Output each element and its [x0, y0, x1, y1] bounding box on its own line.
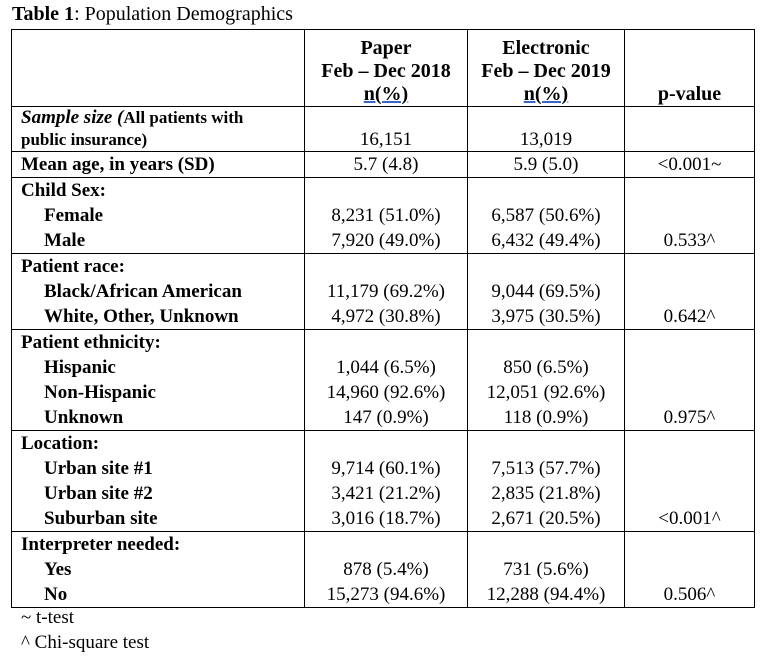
- group-p-cell: [625, 178, 755, 254]
- row-label: No: [44, 584, 68, 605]
- electronic-value: 731 (5.6%): [503, 559, 589, 580]
- demographics-table: [11, 29, 755, 608]
- p-value: 0.975^: [663, 407, 716, 428]
- paper-value: 878 (5.4%): [343, 559, 429, 580]
- row-label: Hispanic: [44, 357, 116, 378]
- group-label-cell: Child Sex: Female Male: [12, 178, 305, 254]
- electronic-value: 2,835 (21.8%): [491, 483, 601, 504]
- p-value: 0.506^: [663, 584, 716, 605]
- table-caption-label: Table 1: [12, 3, 75, 25]
- table-row: [12, 330, 755, 431]
- electronic-value: 12,051 (92.6%): [486, 382, 606, 403]
- electronic-value: 3,975 (30.5%): [491, 306, 601, 327]
- table-caption: [12, 3, 293, 26]
- group-paper-cell: [305, 178, 468, 254]
- header-row: [12, 30, 755, 107]
- p-value: 0.642^: [663, 306, 716, 327]
- electronic-value: 7,513 (57.7%): [491, 458, 601, 479]
- table-row: [12, 254, 755, 330]
- group-p-cell: [625, 254, 755, 330]
- footnote-chisquare: ^ Chi-square test: [21, 632, 150, 653]
- group-electronic-cell: [468, 431, 625, 532]
- row-label: Urban site #1: [44, 458, 153, 479]
- group-label-cell: Patient ethnicity: Hispanic Non-Hispanic Unknown: [12, 330, 305, 431]
- group-paper-cell: [305, 254, 468, 330]
- group-p-cell: [625, 431, 755, 532]
- paper-value: 14,960 (92.6%): [326, 382, 446, 403]
- group-label-cell: Interpreter needed: Yes No: [12, 532, 305, 608]
- paper-value: 11,179 (69.2%): [326, 281, 446, 302]
- electronic-value: 850 (6.5%): [503, 357, 589, 378]
- footnote-ttest: ~ t-test: [21, 607, 75, 628]
- header-blank-cell: [12, 30, 305, 107]
- group-electronic-cell: [468, 254, 625, 330]
- group-electronic-cell: [468, 532, 625, 608]
- electronic-value: 9,044 (69.5%): [491, 281, 601, 302]
- header-pvalue: p-value: [625, 30, 755, 107]
- row-label: Female: [44, 205, 104, 226]
- row-label: Black/African American: [44, 281, 242, 302]
- sample-size-p: [625, 107, 755, 152]
- sample-size-label: Sample size (All patients with public insurance): [12, 107, 305, 152]
- table-row: [12, 178, 755, 254]
- mean-age-p: <0.001~: [625, 152, 755, 178]
- paper-value: 7,920 (49.0%): [331, 230, 441, 251]
- header-electronic: Electronic Feb – Dec 2019 n(%): [468, 30, 625, 107]
- table-row: [12, 431, 755, 532]
- group-electronic-cell: [468, 330, 625, 431]
- electronic-value: 118 (0.9%): [503, 407, 589, 428]
- paper-value: 3,421 (21.2%): [331, 483, 441, 504]
- row-label: White, Other, Unknown: [44, 306, 239, 327]
- paper-value: 147 (0.9%): [343, 407, 429, 428]
- group-paper-cell: [305, 532, 468, 608]
- group-p-cell: [625, 532, 755, 608]
- row-label: Urban site #2: [44, 483, 153, 504]
- electronic-value: 6,587 (50.6%): [491, 205, 601, 226]
- sample-size-electronic: 13,019: [468, 107, 625, 152]
- group-p-cell: [625, 330, 755, 431]
- group-electronic-cell: [468, 178, 625, 254]
- p-value: <0.001^: [658, 508, 721, 529]
- row-label: Suburban site: [44, 508, 158, 529]
- paper-value: 8,231 (51.0%): [331, 205, 441, 226]
- table-row: [12, 532, 755, 608]
- group-paper-cell: [305, 431, 468, 532]
- group-label-cell: Patient race: Black/African American White, Other, Unknown: [12, 254, 305, 330]
- table-caption-text: : Population Demographics: [74, 3, 293, 25]
- mean-age-paper: 5.7 (4.8): [305, 152, 468, 178]
- paper-value: 3,016 (18.7%): [331, 508, 441, 529]
- header-paper: Paper Feb – Dec 2018 n(%): [305, 30, 468, 107]
- paper-value: 9,714 (60.1%): [331, 458, 441, 479]
- group-label-cell: Location: Urban site #1 Urban site #2 Suburban site: [12, 431, 305, 532]
- electronic-value: 12,288 (94.4%): [486, 584, 606, 605]
- electronic-value: 2,671 (20.5%): [491, 508, 601, 529]
- group-paper-cell: [305, 330, 468, 431]
- mean-age-electronic: 5.9 (5.0): [468, 152, 625, 178]
- mean-age-label: Mean age, in years (SD): [12, 152, 305, 178]
- row-label: Unknown: [44, 407, 124, 428]
- p-value: 0.533^: [663, 230, 716, 251]
- row-label: Yes: [44, 559, 72, 580]
- sample-size-paper: 16,151: [305, 107, 468, 152]
- mean-age-row: [12, 152, 755, 178]
- sample-size-row: [12, 107, 755, 152]
- electronic-value: 6,432 (49.4%): [491, 230, 601, 251]
- paper-value: 4,972 (30.8%): [331, 306, 441, 327]
- row-label: Male: [44, 230, 86, 251]
- paper-value: 1,044 (6.5%): [336, 357, 436, 378]
- row-label: Non-Hispanic: [44, 382, 156, 403]
- paper-value: 15,273 (94.6%): [326, 584, 446, 605]
